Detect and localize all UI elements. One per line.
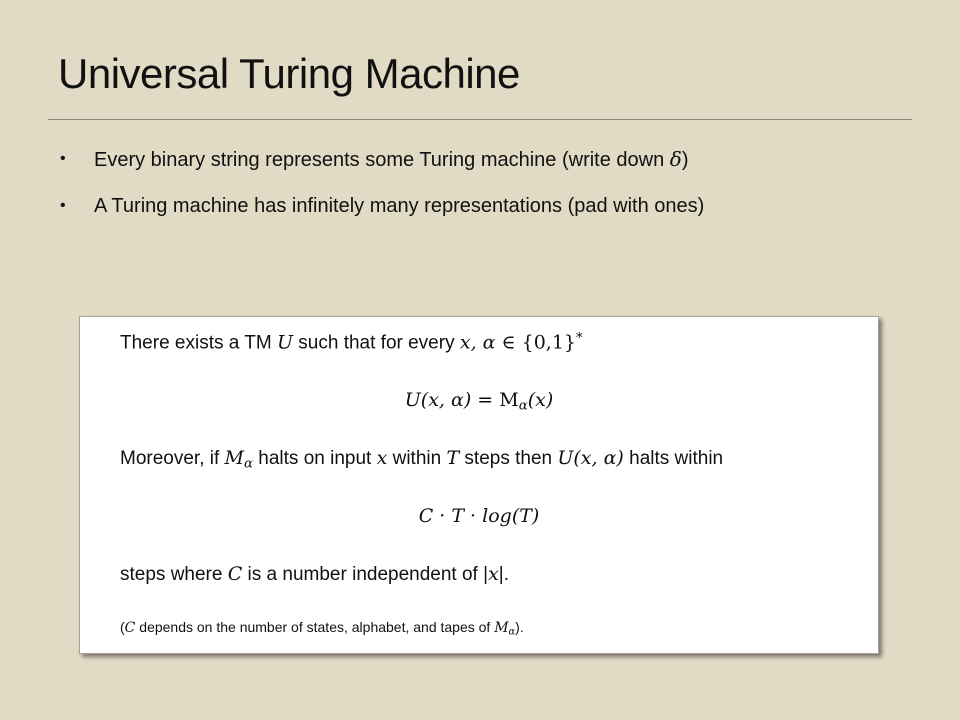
math-C: C <box>227 563 243 585</box>
math-vars: x, α <box>459 331 496 354</box>
text: depends on the number of states, alphabet, and tapes of <box>135 619 495 635</box>
math-sub: α <box>518 398 528 414</box>
theorem-box <box>79 316 879 654</box>
text: |. <box>498 564 509 585</box>
math-U: U <box>276 331 293 354</box>
bullet-item-2 <box>60 193 704 219</box>
math-lhs: U(x, α) <box>404 389 472 411</box>
bullet-text-end: ) <box>681 149 689 171</box>
text: halts on input <box>253 448 377 469</box>
math-star: * <box>576 331 583 346</box>
text: steps where <box>120 564 228 585</box>
text: such that for every <box>293 332 460 354</box>
theorem-note <box>120 619 524 637</box>
text: There exists a TM <box>120 332 277 354</box>
bullet-dot-icon: • <box>60 197 66 214</box>
math-bound: C · T · log(T) <box>418 505 540 527</box>
slide-title: Universal Turing Machine <box>58 50 520 97</box>
title-divider <box>48 119 912 120</box>
theorem-bound <box>80 505 878 528</box>
math-M: M <box>224 447 245 469</box>
text: ). <box>515 619 524 635</box>
bullet-item-1 <box>60 146 704 173</box>
math-U: U(x, α) <box>557 447 624 469</box>
text: ( <box>120 619 125 635</box>
math-eq: = M <box>471 389 519 411</box>
math-set: ∈ {0,1} <box>495 331 577 354</box>
math-sub: α <box>508 626 516 638</box>
math-x: x <box>376 447 388 469</box>
text: halts within <box>623 448 724 469</box>
theorem-equation <box>80 389 878 413</box>
bullet-text: A Turing machine has infinitely many representations (pad with ones) <box>94 195 705 217</box>
math-M: M <box>494 620 509 636</box>
theorem-line-5 <box>120 563 509 586</box>
math-rhs: (x) <box>527 389 554 411</box>
math-sub: α <box>244 456 253 472</box>
bullet-dot-icon: • <box>60 150 66 167</box>
math-x: x <box>488 563 499 585</box>
bullet-text: Every binary string represents some Turing machine (write down <box>94 149 670 171</box>
text: is a number independent of | <box>242 564 489 585</box>
math-T: T <box>446 447 460 469</box>
text: steps then <box>459 448 558 469</box>
text: within <box>387 448 447 469</box>
text: Moreover, if <box>120 448 225 469</box>
delta-symbol: δ <box>669 147 682 171</box>
theorem-line-3 <box>120 447 723 471</box>
math-C: C <box>124 620 136 636</box>
bullet-list <box>60 146 704 239</box>
theorem-line-1 <box>120 331 583 355</box>
